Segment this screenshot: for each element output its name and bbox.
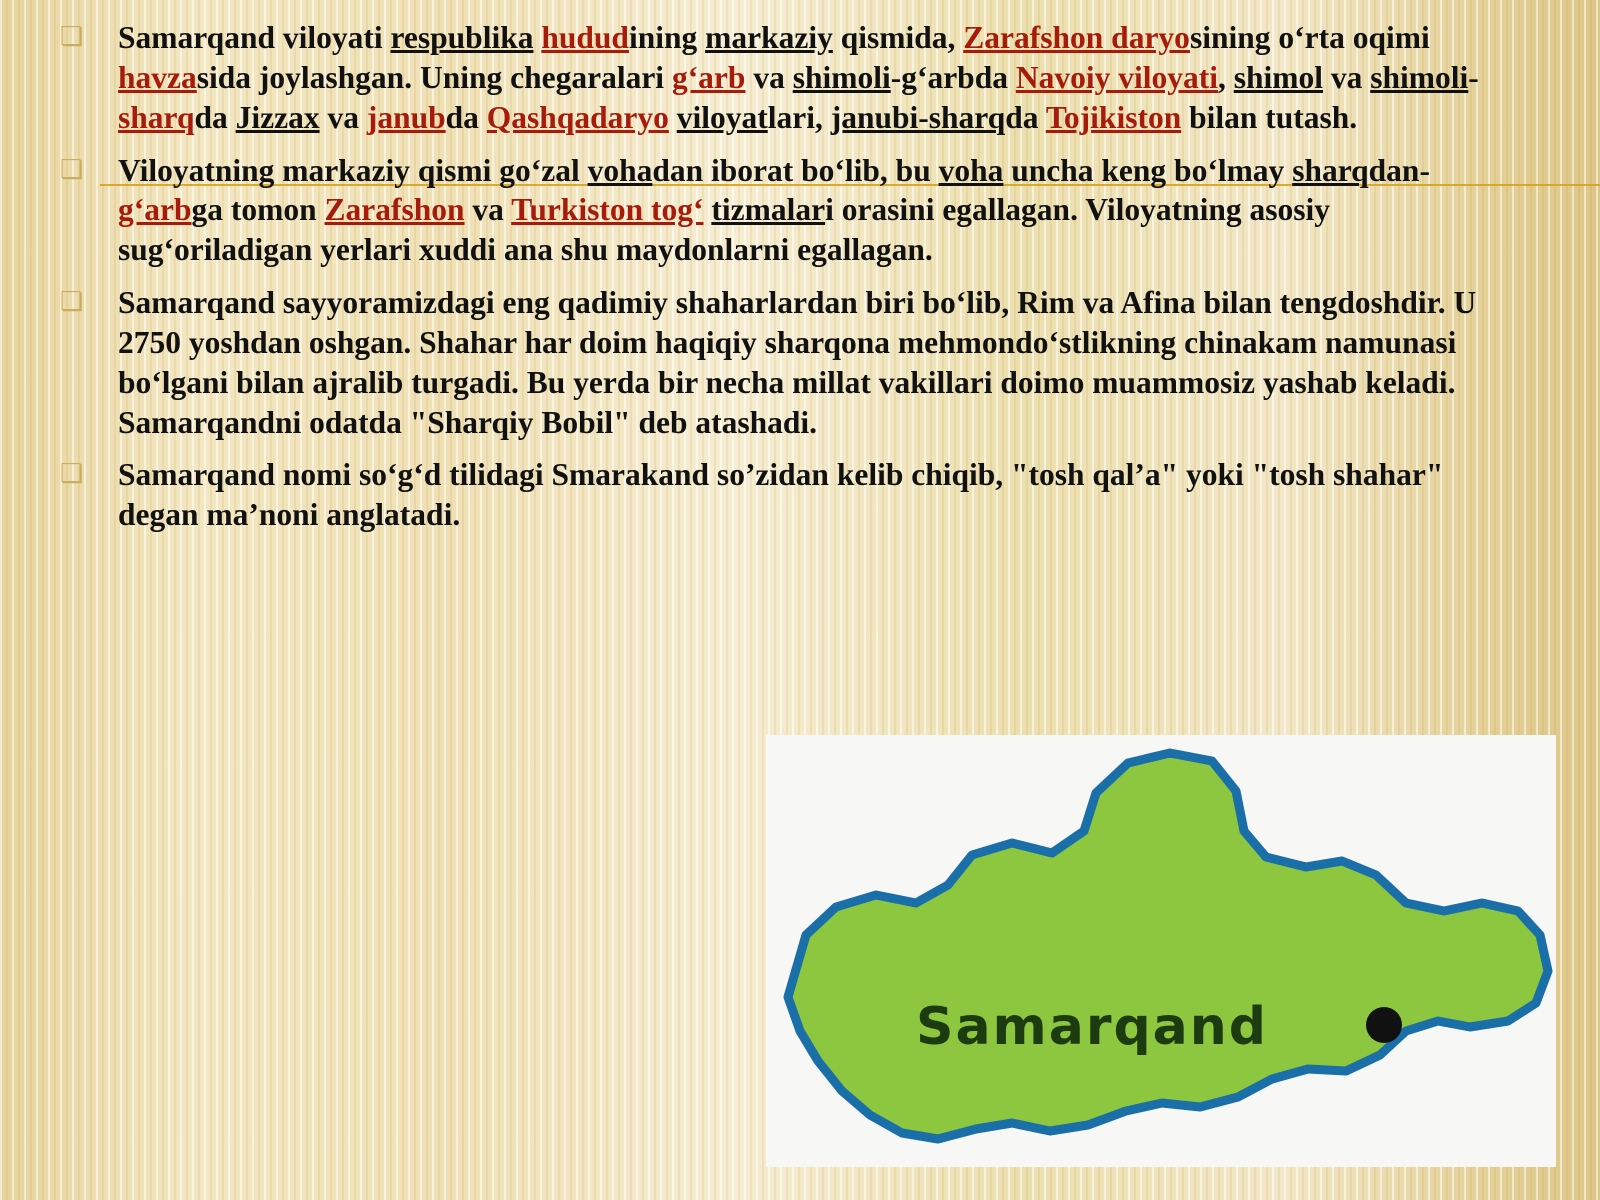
bullet-item-location — [0, 18, 1540, 138]
region-map-svg — [766, 735, 1556, 1167]
paragraph-oasis: Viloyatning markaziy qismi go‘zal vohadan iborat bo‘lib, bu voha uncha keng bo‘lmay sharqdan-g‘arbga tomon Zarafshon va Turkiston tog‘ tizmalari orasini egallagan. Viloyatning asosiy sug‘oriladigan yerlari xuddi ana shu maydonlarni egallagan. — [118, 152, 1430, 268]
samarqand-region-shape — [788, 753, 1548, 1139]
bullet-list — [0, 18, 1540, 535]
bullet-marker-icon: ❏ — [60, 22, 84, 52]
bullet-item-history — [0, 283, 1540, 442]
city-dot-icon — [1366, 1007, 1402, 1043]
slide-body — [0, 0, 1540, 548]
paragraph-location: Samarqand viloyati respublika hududining markaziy qismida, Zarafshon daryosining o‘rta oqimi havzasida joylashgan. Uning chegaralari g‘arb va shimoli-g‘arbda Navoiy viloyati, shimol va shimoli-sharqda Jizzax va janubda Qashqadaryo viloyatlari, janubi-sharqda Tojikiston bilan tutash. — [118, 20, 1479, 135]
bullet-item-etymology — [0, 455, 1540, 535]
bullet-marker-icon: ❏ — [60, 287, 84, 318]
paragraph-history: Samarqand sayyoramizdagi eng qadimiy shaharlardan biri bo‘lib, Rim va Afina bilan tengdoshdir. U 2750 yoshdan oshgan. Shahar har doim haqiqiy sharqona mehmondo‘stlikning chinakam namunasi bo‘lgani bilan ajralib turgadi. Bu yerda bir necha millat vakillari doimo muammosiz yashab keladi. Samarqandni odatda "Sharqiy Bobil" deb atashadi. — [118, 285, 1477, 440]
bullet-item-oasis — [0, 151, 1540, 271]
bullet-marker-icon: ❏ — [60, 154, 84, 185]
map-label-samarqand: Samarqand — [916, 997, 1269, 1057]
bullet-marker-icon: ❏ — [60, 459, 84, 490]
samarqand-region-map-image — [766, 735, 1556, 1167]
paragraph-etymology: Samarqand nomi so‘g‘d tilidagi Smarakand so’zidan kelib chiqib, "tosh qal’a" yoki "tosh shahar" degan ma’noni anglatadi. — [118, 457, 1444, 533]
